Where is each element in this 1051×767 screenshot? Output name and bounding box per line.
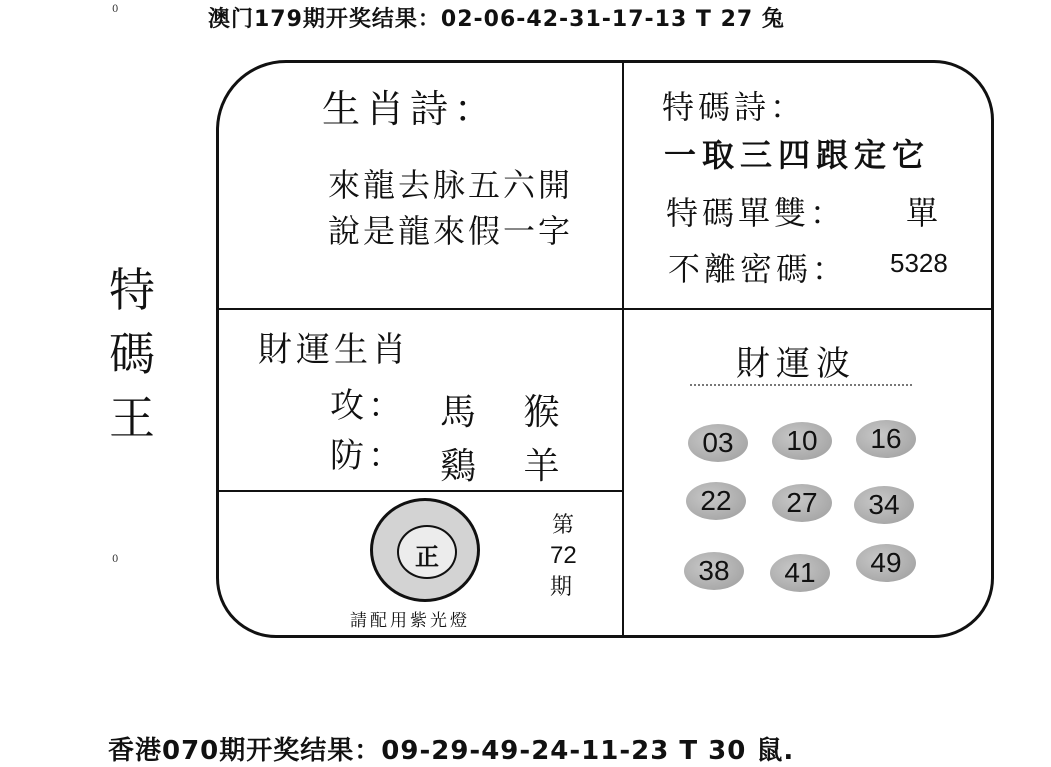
number-ball: 16: [856, 420, 916, 458]
hongkong-draw-result: 香港070期开奖结果：09-29-49-24-11-23 T 30 鼠.: [108, 736, 795, 766]
wealth-wave-title: 財運波: [736, 344, 856, 384]
uv-lamp-note: 請配用紫光燈: [350, 611, 470, 631]
side-title: [100, 258, 164, 450]
number-ball: 27: [772, 484, 832, 522]
special-code-poem-title: 特碼詩：: [662, 88, 807, 126]
seal-center: [397, 525, 457, 579]
seal-center-char: 正: [415, 542, 439, 571]
number-ball: 34: [854, 486, 914, 524]
macau-draw-result: 澳门179期开奖结果：02-06-42-31-17-13 T 27 兔: [208, 7, 785, 32]
special-code-poem-line: 一取三四跟定它: [664, 136, 931, 174]
card-divider-vertical: [622, 62, 624, 638]
seal-stamp: [370, 498, 480, 602]
side-title-char: 碼: [109, 327, 155, 381]
attack-label: 攻：: [330, 386, 406, 426]
zodiac-poem-line: 來龍去脉五六開: [328, 166, 574, 204]
zodiac-poem-title: 生肖詩：: [322, 87, 499, 131]
card-divider-horizontal: [218, 490, 623, 492]
margin-mark: 0: [112, 554, 119, 565]
number-ball: 49: [856, 544, 916, 582]
side-title-char: 王: [109, 391, 155, 445]
number-ball: 38: [684, 552, 744, 590]
number-ball: 41: [770, 554, 830, 592]
number-ball: 03: [688, 424, 748, 462]
defense-label: 防：: [330, 436, 406, 476]
wealth-zodiac-title: 財運生肖: [258, 330, 410, 370]
attack-value: 馬 猴: [440, 392, 578, 433]
never-leave-code-value: 5328: [890, 248, 948, 278]
defense-value: 鷄 羊: [440, 446, 578, 487]
odd-even-label: 特碼單雙：: [666, 194, 847, 232]
card-divider-horizontal: [218, 308, 992, 310]
scratch-line: [690, 384, 912, 390]
odd-even-value: 單: [906, 194, 939, 232]
issue-prefix: 第: [552, 513, 575, 538]
never-leave-code-label: 不離密碼：: [668, 250, 849, 288]
issue-suffix: 期: [550, 575, 573, 600]
zodiac-poem-line: 說是龍來假一字: [328, 212, 574, 250]
margin-mark: 0: [112, 4, 119, 15]
side-title-char: 特: [109, 263, 155, 317]
number-ball: 22: [686, 482, 746, 520]
number-ball: 10: [772, 422, 832, 460]
issue-number: 72: [550, 542, 577, 569]
